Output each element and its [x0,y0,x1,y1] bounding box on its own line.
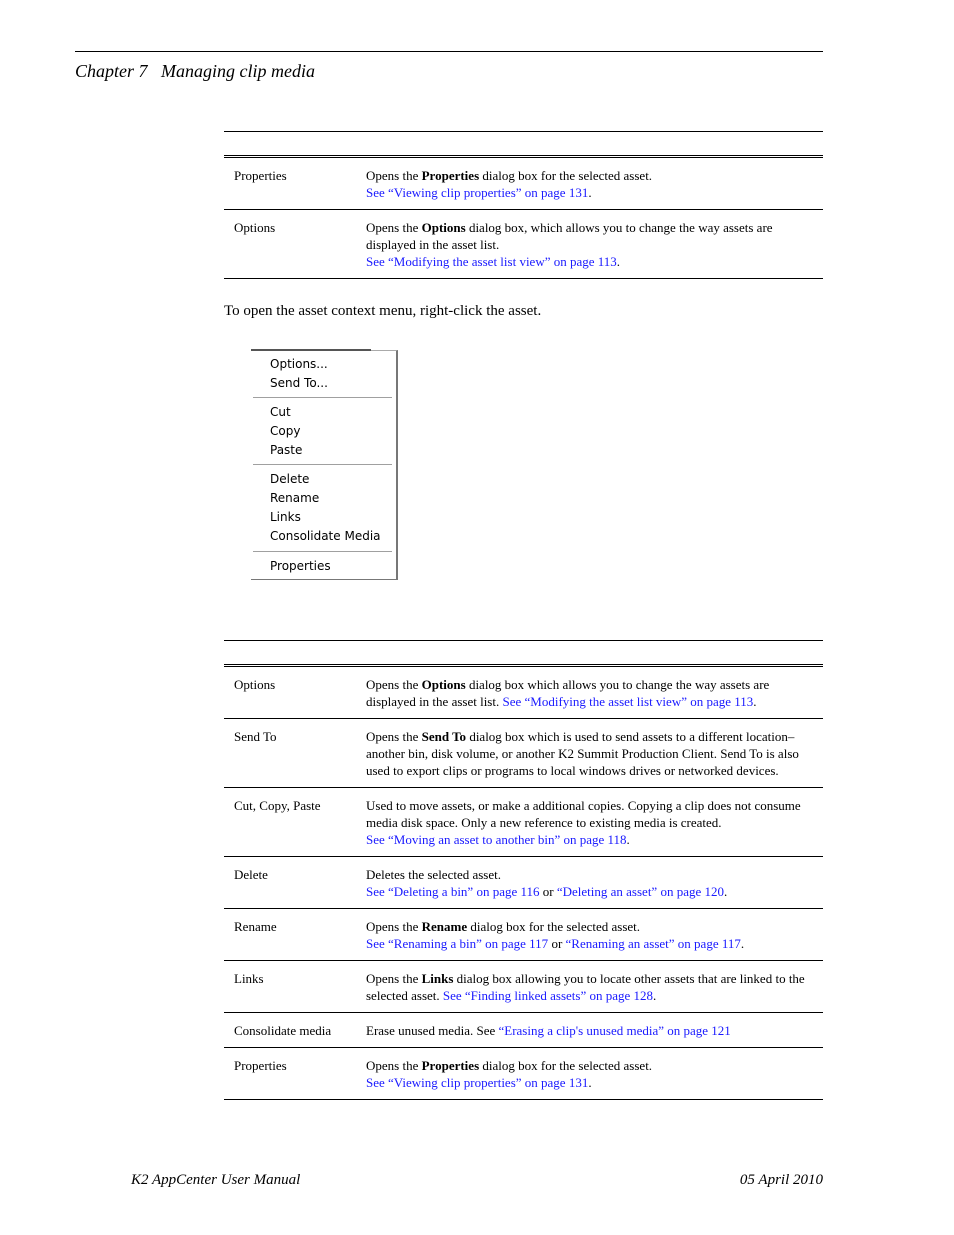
table1-header-rule [224,155,823,156]
description: Opens the Rename dialog box for the selected asset. See “Renaming a bin” on page 117 or “Renaming an asset” on page 117. [366,909,823,961]
footer-manual-title: K2 AppCenter User Manual [131,1172,301,1188]
cross-reference-link[interactable]: See “Renaming a bin” on page 117 [366,936,549,951]
table-row [224,667,823,719]
description: Opens the Properties dialog box for the selected asset. See “Viewing clip properties” on page 131. [366,1048,823,1100]
table-row [224,909,823,961]
cross-reference-link[interactable]: “Renaming an asset” on page 117 [565,936,741,951]
menu-item-rename[interactable]: Rename [270,491,320,505]
term: Options [224,210,366,279]
description: Opens the Properties dialog box for the selected asset. See “Viewing clip properties” on page 131. [366,158,823,210]
cross-reference-link[interactable]: See “Modifying the asset list view” on page 113 [502,694,754,709]
table-row [224,857,823,909]
menu-separator [253,397,392,399]
menu-item-send-to[interactable]: Send To... [270,376,328,390]
description: Opens the Options dialog box, which allows you to change the way assets are displayed in the asset list. See “Modifying the asset list view” on page 113. [366,210,823,279]
menu-separator [253,464,392,466]
description: Erase unused media. See “Erasing a clip's unused media” on page 121 [366,1013,823,1048]
term: Consolidate media [224,1013,366,1048]
table-row [224,788,823,857]
term: Rename [224,909,366,961]
table2 [224,667,823,1100]
cross-reference-link[interactable]: See “Deleting a bin” on page 116 [366,884,540,899]
term: Delete [224,857,366,909]
menu-item-paste[interactable]: Paste [270,443,303,457]
menu-item-links[interactable]: Links [270,510,301,524]
header-rule [75,51,823,52]
description: Opens the Links dialog box allowing you to locate other assets that are linked to the selected asset. See “Finding linked assets” on page 128. [366,961,823,1013]
table-row [224,210,823,279]
table1-top-rule [224,131,823,132]
menu-item-consolidate-media[interactable]: Consolidate Media [270,529,381,543]
cross-reference-link[interactable]: See “Moving an asset to another bin” on page 118 [366,832,627,847]
description: Opens the Send To dialog box which is used to send assets to a different location– another bin, disk volume, or another K2 Summit Production Client. Send To is also used to export clips or programs to local windows drives or networked devices. [366,719,823,788]
table-row [224,1013,823,1048]
cross-reference-link[interactable]: “Deleting an asset” on page 120 [556,884,724,899]
cross-reference-link[interactable]: See “Viewing clip properties” on page 131 [366,1075,589,1090]
cross-reference-link[interactable]: See “Viewing clip properties” on page 131 [366,185,589,200]
term: Options [224,667,366,719]
description: Deletes the selected asset. See “Deleting a bin” on page 116 or “Deleting an asset” on page 120. [366,857,823,909]
menu-item-copy[interactable]: Copy [270,424,301,438]
term: Properties [224,1048,366,1100]
table-row [224,1048,823,1100]
menu-separator [253,551,392,553]
menu-item-cut[interactable]: Cut [270,405,291,419]
cross-reference-link[interactable]: See “Modifying the asset list view” on page 113 [366,254,617,269]
intro-text: To open the asset context menu, right-click the asset. [224,303,542,319]
table2-header-rule [224,664,823,665]
menu-item-options[interactable]: Options... [270,357,328,371]
menu-item-properties[interactable]: Properties [270,559,331,573]
menu-item-delete[interactable]: Delete [270,472,310,486]
cross-reference-link[interactable]: See “Finding linked assets” on page 128 [442,988,654,1003]
asset-context-menu [251,350,398,580]
chapter-title: Chapter 7 Managing clip media [75,61,315,81]
term: Links [224,961,366,1013]
description: Opens the Options dialog box which allows you to change the way assets are displayed in the asset list. See “Modifying the asset list view” on page 113. [366,667,823,719]
term: Properties [224,158,366,210]
table-row [224,719,823,788]
table-row [224,961,823,1013]
menu-shadow [251,349,371,351]
footer-date: 05 April 2010 [739,1172,823,1188]
term: Cut, Copy, Paste [224,788,366,857]
cross-reference-link[interactable]: “Erasing a clip's unused media” on page 121 [498,1023,731,1038]
table2-top-rule [224,640,823,641]
table1 [224,158,823,279]
term: Send To [224,719,366,788]
description: Used to move assets, or make a additional copies. Copying a clip does not consume media disk space. Only a new reference to existing media is created. See “Moving an asset to another bin” on page 118. [366,788,823,857]
table-row [224,158,823,210]
